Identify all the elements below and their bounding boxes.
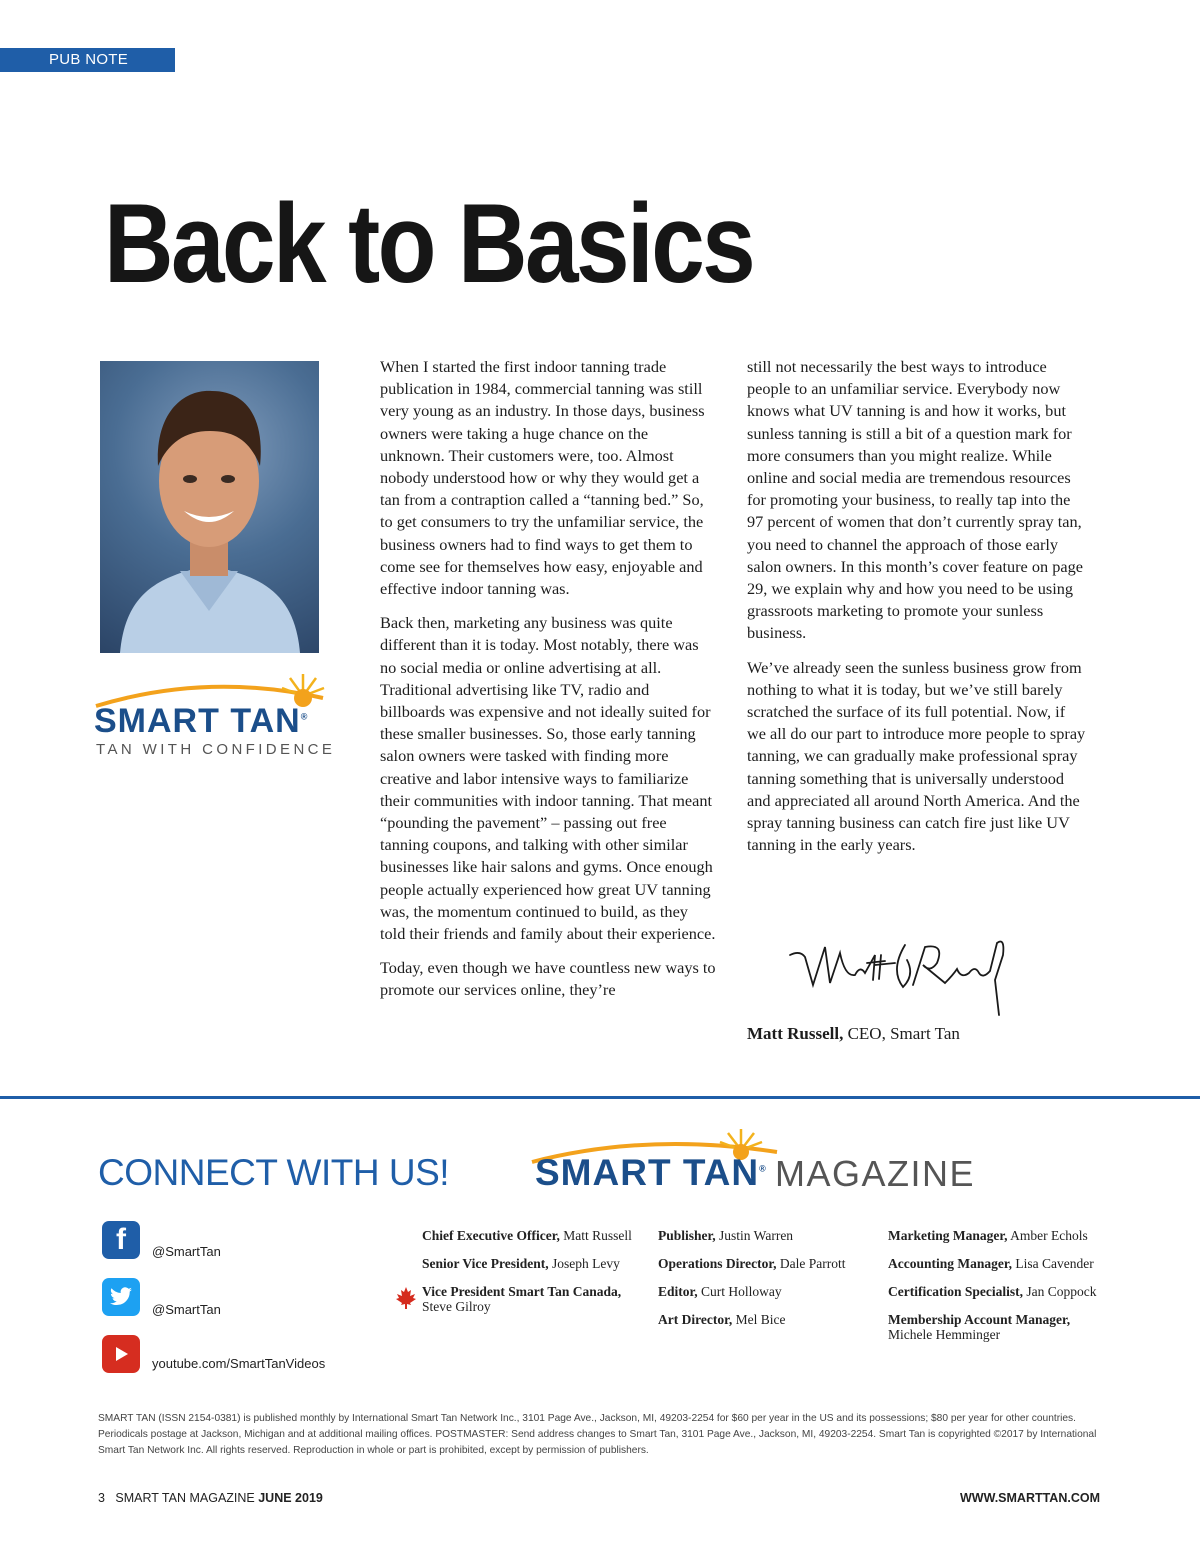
page-folio xyxy=(98,1491,323,1505)
staff-entry: Certification Specialist, Jan Coppock xyxy=(888,1284,1097,1299)
staff-entry: Operations Director, Dale Parrott xyxy=(658,1256,846,1271)
paragraph: still not necessarily the best ways to introduce people to an unfamiliar service. Everybody now knows what UV tanning is and how it works, but sunless tanning is still a bit of a question mark for more consumers than you might realize. While online and social media are tremendous resources for promoting your business, to really tap into the 97 percent of women that don’t currently spray tan, you need to channel the approach of those early salon owners. In this month’s cover feature on page 29, we explain why and how you need to be using grassroots marketing to promote your sunless business. xyxy=(747,357,1083,643)
author-signoff: Matt Russell, CEO, Smart Tan xyxy=(747,1024,960,1043)
youtube-icon xyxy=(102,1335,140,1373)
staff-entry: Editor, Curt Holloway xyxy=(658,1284,782,1299)
author-signature xyxy=(785,935,1020,1020)
website-link[interactable]: WWW.SMARTTAN.COM xyxy=(959,1491,1100,1505)
page-number: 3 xyxy=(98,1491,105,1505)
twitter-handle[interactable]: @SmartTan xyxy=(152,1302,221,1317)
article-title: Back to Basics xyxy=(104,181,754,306)
staff-column-2 xyxy=(658,1228,845,1327)
staff-column-3 xyxy=(888,1228,1096,1342)
magazine-wordmark: SMART TAN® xyxy=(535,1152,767,1193)
magazine-name: SMART TAN MAGAZINE xyxy=(115,1491,255,1505)
twitter-link[interactable] xyxy=(102,1278,140,1316)
facebook-link[interactable] xyxy=(102,1221,140,1259)
staff-entry: Membership Account Manager, Michele Hemminger xyxy=(888,1312,1071,1342)
staff-column-1 xyxy=(422,1228,632,1314)
divider xyxy=(0,1096,1200,1099)
paragraph: Today, even though we have countless new ways to promote our services online, they’re xyxy=(380,958,716,1000)
article-column-2 xyxy=(747,356,1087,868)
paragraph: We’ve already seen the sunless business grow from nothing to what it is today, but we’ve still barely scratched the surface of its full potential. Now, if we all do our part to introduce more people to spray tanning, we can gradually make professional spray tanning something that is universally understood and appreciated all around North America. And the spray tanning business can catch fire just like UV tanning in the early years. xyxy=(747,657,1086,855)
article-column-1 xyxy=(380,356,716,1014)
connect-heading: CONNECT WITH US! xyxy=(98,1152,450,1193)
youtube-url[interactable]: youtube.com/SmartTanVideos xyxy=(152,1356,326,1371)
maple-leaf-icon xyxy=(396,1287,416,1314)
paragraph: When I started the first indoor tanning trade publication in 1984, commercial tanning was still very young as an industry. In those days, business owners were taking a huge chance on the unknown. Their customers were, too. Almost nobody understood how or why they would get a tan from a contraption called a “tanning bed.” So, to get consumers to try the unfamiliar service, the business owners had to find ways to get them to come see for themselves how easy, enjoyable and effective indoor tanning was. xyxy=(380,357,705,599)
author-photo xyxy=(100,361,319,653)
paragraph: Back then, marketing any business was quite different than it is today. Most notably, there was no social media or online advertising at all. Traditional advertising like TV, radio and billboards was expensive and not ideally suited for these smaller businesses. So, those early tanning salon owners were tasked with finding more creative and labor intensive ways to familiarize their communities with indoor tanning. That meant “pounding the pavement” – passing out free tanning coupons, and talking with other similar businesses like hair salons and gyms. Once enough people actually experienced how great UV tanning was, the momentum continued to build, as they told their friends and family about their experience. xyxy=(380,613,716,944)
staff-entry: Marketing Manager, Amber Echols xyxy=(888,1228,1088,1243)
youtube-link[interactable] xyxy=(102,1335,140,1373)
smart-tan-logo xyxy=(88,668,338,763)
staff-entry: Vice President Smart Tan Canada, Steve Gilroy xyxy=(422,1284,622,1314)
twitter-icon xyxy=(102,1278,140,1316)
staff-entry: Chief Executive Officer, Matt Russell xyxy=(422,1228,632,1243)
facebook-handle[interactable]: @SmartTan xyxy=(152,1244,221,1259)
staff-entry: Publisher, Justin Warren xyxy=(658,1228,794,1243)
publication-fine-print: SMART TAN (ISSN 2154-0381) is published monthly by International Smart Tan Network Inc., 3101 Page Ave., Jackson, MI, 49203-2254 for $60 per year in the US and its possessions; $80 per year for other countries. Periodicals postage at Jackson, Michigan and at additional mailing offices. POSTMASTER: Send address changes to Smart Tan, 3101 Page Ave., Jackson, MI, 49203-2254. Smart Tan is copyrighted ©2017 by International Smart Tan Network Inc. All rights reserved. Reproduction in whole or part is prohibited, except by permission of publishers. xyxy=(98,1413,1097,1456)
issue-date: JUNE 2019 xyxy=(258,1491,323,1505)
smart-tan-magazine-logo xyxy=(527,1126,977,1196)
logo-wordmark: SMART TAN® xyxy=(94,702,309,740)
logo-tagline: TAN WITH CONFIDENCE xyxy=(96,741,336,758)
staff-entry: Art Director, Mel Bice xyxy=(658,1312,786,1327)
staff-entry: Senior Vice President, Joseph Levy xyxy=(422,1256,620,1271)
magazine-label: MAGAZINE xyxy=(775,1153,976,1194)
facebook-icon: f xyxy=(102,1221,140,1259)
staff-entry: Accounting Manager, Lisa Cavender xyxy=(888,1256,1094,1271)
section-tag: PUB NOTE xyxy=(0,48,175,72)
